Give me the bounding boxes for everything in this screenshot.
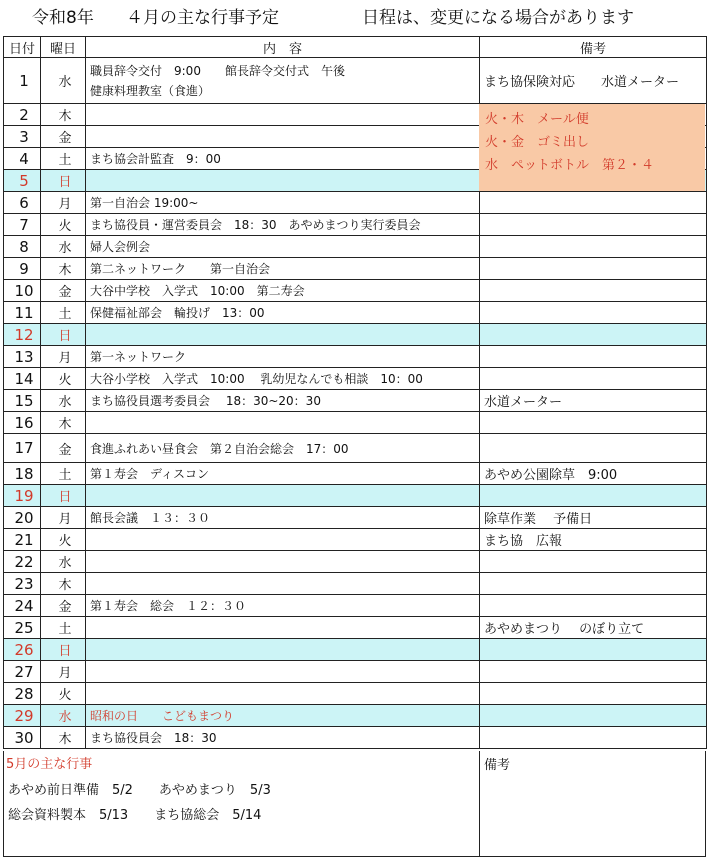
notes-cell [480, 705, 707, 727]
notes-cell [480, 302, 707, 324]
header-day: 日付 [4, 37, 41, 58]
content-cell: 大谷中学校 入学式 10:00 第二寿会 [86, 280, 480, 302]
weekday-cell: 金 [41, 595, 86, 617]
notes-cell [480, 434, 707, 463]
notes-cell [480, 214, 707, 236]
day-cell: 21 [4, 529, 41, 551]
day-cell: 8 [4, 236, 41, 258]
schedule-row [4, 302, 707, 324]
day-cell: 6 [4, 192, 41, 214]
weekday-cell: 水 [41, 236, 86, 258]
notes-cell [480, 683, 707, 705]
header-content: 内 容 [86, 37, 480, 58]
content-cell: 保健福祉部会 輪投げ 13：00 [86, 302, 480, 324]
weekday-cell: 金 [41, 280, 86, 302]
weekday-cell: 日 [41, 324, 86, 346]
notes-cell [480, 595, 707, 617]
weekday-cell: 木 [41, 727, 86, 749]
day-cell: 25 [4, 617, 41, 639]
schedule-row [4, 485, 707, 507]
day-cell: 10 [4, 280, 41, 302]
schedule-row [4, 639, 707, 661]
weekday-cell: 水 [41, 390, 86, 412]
weekday-cell: 金 [41, 126, 86, 148]
may-events-section [3, 751, 706, 857]
day-cell: 4 [4, 148, 41, 170]
schedule-row [4, 214, 707, 236]
may-notes-label: 備考 [484, 758, 511, 773]
schedule-row [4, 236, 707, 258]
page-title [0, 0, 708, 36]
day-cell: 14 [4, 368, 41, 390]
notes-cell [480, 661, 707, 683]
weekday-cell: 火 [41, 683, 86, 705]
day-cell: 20 [4, 507, 41, 529]
header-row [4, 37, 707, 58]
title-year: 令和8年 [32, 8, 94, 28]
day-cell: 12 [4, 324, 41, 346]
day-cell: 3 [4, 126, 41, 148]
content-cell: 館長会議 １３：３０ [86, 507, 480, 529]
weekday-cell: 日 [41, 485, 86, 507]
weekday-cell: 金 [41, 434, 86, 463]
header-notes: 備考 [480, 37, 707, 58]
schedule-row [4, 705, 707, 727]
weekday-cell: 水 [41, 58, 86, 104]
notes-cell [480, 280, 707, 302]
notes-cell [480, 573, 707, 595]
content-cell: まち協役員会 18：30 [86, 727, 480, 749]
day-cell: 29 [4, 705, 41, 727]
notes-cell [480, 236, 707, 258]
title-month-heading: ４月の主な行事予定 [126, 8, 279, 28]
content-cell [86, 104, 480, 126]
content-line: 職員辞令交付 9:00 館長辞令交付式 午後 [90, 64, 345, 78]
content-cell [86, 412, 480, 434]
weekday-cell: 月 [41, 661, 86, 683]
day-cell: 27 [4, 661, 41, 683]
weekday-cell: 月 [41, 192, 86, 214]
weekday-cell: 火 [41, 529, 86, 551]
weekday-cell: 木 [41, 573, 86, 595]
notes-cell [480, 324, 707, 346]
notes-cell [480, 258, 707, 280]
notes-cell: まち協保険対応 水道メーター [480, 58, 707, 104]
content-cell [86, 529, 480, 551]
content-cell: 第一自治会 19:00~ [86, 192, 480, 214]
day-cell: 26 [4, 639, 41, 661]
day-cell: 1 [4, 58, 41, 104]
day-cell: 23 [4, 573, 41, 595]
notes-cell: あやめ公園除草 9:00 [480, 463, 707, 485]
day-cell: 24 [4, 595, 41, 617]
notes-cell [480, 192, 707, 214]
weekday-cell: 木 [41, 104, 86, 126]
may-event-line: あやめ前日準備 5/2 あやめまつり 5/3 [8, 783, 271, 798]
schedule-row [4, 463, 707, 485]
trash-line: 水 ペットボトル 第２・４ [485, 158, 655, 173]
content-cell [86, 617, 480, 639]
trash-line: 火・木 メール便 [485, 112, 589, 127]
notes-cell [480, 639, 707, 661]
schedule-row [4, 617, 707, 639]
notes-cell [480, 368, 707, 390]
day-cell: 19 [4, 485, 41, 507]
day-cell: 15 [4, 390, 41, 412]
day-cell: 9 [4, 258, 41, 280]
weekday-cell: 土 [41, 302, 86, 324]
weekday-cell: 木 [41, 258, 86, 280]
notes-cell: 除草作業 予備日 [480, 507, 707, 529]
content-cell: まち協会計監査 9：00 [86, 148, 480, 170]
content-cell [86, 126, 480, 148]
day-cell: 13 [4, 346, 41, 368]
notes-cell [480, 551, 707, 573]
schedule-row [4, 390, 707, 412]
schedule-row [4, 595, 707, 617]
content-cell: 第二ネットワーク 第一自治会 [86, 258, 480, 280]
content-cell [86, 639, 480, 661]
day-cell: 22 [4, 551, 41, 573]
schedule-row [4, 573, 707, 595]
weekday-cell: 月 [41, 507, 86, 529]
schedule-row [4, 529, 707, 551]
content-cell: まち協役員・運営委員会 18：30 あやめまつり実行委員会 [86, 214, 480, 236]
schedule-row [4, 434, 707, 463]
title-notice: 日程は、変更になる場合があります [362, 8, 634, 28]
content-cell [86, 170, 480, 192]
notes-cell [480, 485, 707, 507]
weekday-cell: 月 [41, 346, 86, 368]
day-cell: 5 [4, 170, 41, 192]
content-cell [86, 661, 480, 683]
content-cell [86, 485, 480, 507]
schedule-row [4, 192, 707, 214]
schedule-row [4, 412, 707, 434]
schedule-row [4, 683, 707, 705]
day-cell: 16 [4, 412, 41, 434]
day-cell: 2 [4, 104, 41, 126]
schedule-row [4, 280, 707, 302]
weekday-cell: 火 [41, 368, 86, 390]
content-cell: 食進ふれあい昼食会 第２自治会総会 17：00 [86, 434, 480, 463]
day-cell: 18 [4, 463, 41, 485]
schedule-row [4, 551, 707, 573]
schedule-row [4, 507, 707, 529]
may-heading: 5月の主な行事 [6, 757, 93, 772]
weekday-cell: 土 [41, 463, 86, 485]
content-cell: 第１寿会 総会 １２：３０ [86, 595, 480, 617]
weekday-cell: 水 [41, 705, 86, 727]
weekday-cell: 木 [41, 412, 86, 434]
weekday-cell: 日 [41, 170, 86, 192]
content-cell [86, 58, 480, 104]
notes-cell: 水道メーター [480, 390, 707, 412]
content-cell [86, 573, 480, 595]
weekday-cell: 土 [41, 148, 86, 170]
trash-schedule-box [479, 104, 705, 191]
notes-cell [480, 412, 707, 434]
notes-cell: あやめまつり のぼり立て [480, 617, 707, 639]
content-cell [86, 324, 480, 346]
content-cell: 婦人会例会 [86, 236, 480, 258]
day-cell: 11 [4, 302, 41, 324]
notes-cell: まち協 広報 [480, 529, 707, 551]
schedule-row [4, 727, 707, 749]
content-cell: 昭和の日 こどもまつり [86, 705, 480, 727]
schedule-row [4, 324, 707, 346]
content-cell: 第一ネットワーク [86, 346, 480, 368]
schedule-row [4, 661, 707, 683]
schedule-row [4, 58, 707, 104]
day-cell: 17 [4, 434, 41, 463]
schedule-row [4, 258, 707, 280]
may-event-line: 総会資料製本 5/13 まち協総会 5/14 [8, 808, 262, 823]
day-cell: 30 [4, 727, 41, 749]
schedule-row [4, 368, 707, 390]
trash-line: 火・金 ゴミ出し [485, 135, 590, 150]
day-cell: 28 [4, 683, 41, 705]
day-cell: 7 [4, 214, 41, 236]
content-cell [86, 551, 480, 573]
header-weekday: 曜日 [41, 37, 86, 58]
content-cell: 大谷小学校 入学式 10:00 乳幼児なんでも相談 10：00 [86, 368, 480, 390]
content-line: 健康料理教室（食進） [90, 84, 211, 98]
section-divider [479, 751, 480, 856]
content-cell [86, 683, 480, 705]
content-cell: まち協役員選考委員会 18：30~20：30 [86, 390, 480, 412]
weekday-cell: 水 [41, 551, 86, 573]
weekday-cell: 日 [41, 639, 86, 661]
weekday-cell: 火 [41, 214, 86, 236]
notes-cell [480, 727, 707, 749]
weekday-cell: 土 [41, 617, 86, 639]
notes-cell [480, 346, 707, 368]
content-cell: 第１寿会 ディスコン [86, 463, 480, 485]
schedule-row [4, 346, 707, 368]
